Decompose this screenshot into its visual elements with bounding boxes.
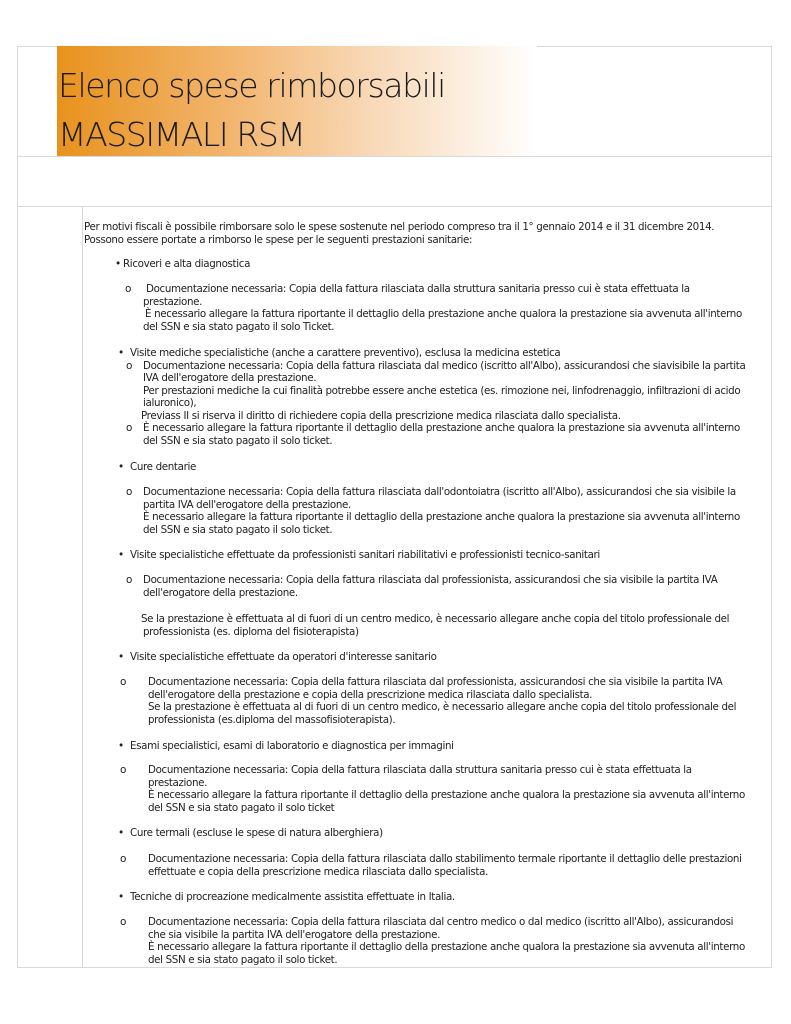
bullet-marker: • (118, 740, 125, 752)
page-title: Elenco spese rimborsabili (58, 66, 445, 105)
doc-line: ialuronico), (143, 397, 197, 409)
doc-line: Documentazione necessaria: Copia della fattura rilasciata dalla struttura sanitaria presso cui è stata effettuata la (148, 764, 692, 776)
left-column-divider (82, 207, 83, 967)
section-title: Ricoveri e alta diagnostica (123, 258, 251, 270)
sub-marker: o (125, 283, 132, 295)
sub-marker: o (120, 853, 127, 865)
doc-line: È necessario allegare la fattura riportante il dettaglio della prestazione anche qualora la prestazione sia avvenuta all'interno (143, 422, 740, 434)
divider (17, 206, 772, 207)
section-title: Cure termali (escluse le spese di natura alberghiera) (130, 827, 383, 839)
doc-line: dell'erogatore della prestazione. (143, 587, 298, 599)
doc-line: È necessario allegare la fattura riportante il dettaglio della prestazione anche qualora la prestazione sia avvenuta all'interno (148, 789, 745, 801)
bullet-marker: • (118, 891, 125, 903)
doc-line: professionista (es.diploma del massofisioterapista). (148, 714, 396, 726)
doc-line: Documentazione necessaria: Copia della fattura rilasciata dall'odontoiatra (iscritto all'Albo), assicurandosi che sia visibile la (143, 486, 736, 498)
doc-line: effettuate e copia della prescrizione medica rilasciata dallo specialista. (148, 866, 489, 878)
page-subtitle: MASSIMALI RSM (58, 115, 305, 154)
section-title: Tecniche di procreazione medicalmente assistita effettuate in Italia. (130, 891, 455, 903)
doc-line: del SSN e sia stato pagato il solo Ticket. (143, 321, 335, 333)
bullet-marker: • (118, 549, 125, 561)
doc-line: professionista (es. diploma del fisioterapista) (143, 626, 359, 638)
section-title: Visite mediche specialistiche (anche a carattere preventivo), esclusa la medicina estetica (130, 347, 561, 359)
doc-line: È necessario allegare la fattura riportante il dettaglio della prestazione anche qualora la prestazione sia avvenuta all'interno (145, 308, 742, 320)
doc-line: Documentazione necessaria: Copia della fattura rilasciata dalla struttura sanitaria presso cui è stata effettuata la (146, 283, 690, 295)
doc-line: del SSN e sia stato pagato il solo ticket. (143, 524, 333, 536)
sub-marker: o (120, 764, 127, 776)
sub-marker: o (126, 422, 133, 434)
doc-line: del SSN e sia stato pagato il solo ticket (148, 802, 335, 814)
doc-line: IVA dell'erogatore della prestazione. (143, 372, 317, 384)
sub-marker: o (120, 916, 127, 928)
sub-marker: o (126, 486, 133, 498)
doc-line: del SSN e sia stato pagato il solo ticket. (143, 435, 333, 447)
sub-marker: o (120, 676, 127, 688)
doc-line: Previass II si riserva il diritto di richiedere copia della prescrizione medica rilasciata dallo specialista. (141, 410, 621, 422)
bullet-marker: • (118, 651, 125, 663)
section-title: Cure dentarie (130, 461, 196, 473)
doc-line: che sia visibile la partita IVA dell'erogatore della prestazione. (148, 929, 441, 941)
sub-marker: o (126, 360, 133, 372)
section-title: Visite specialistiche effettuate da operatori d'interesse sanitario (130, 651, 437, 663)
doc-line: È necessario allegare la fattura riportante il dettaglio della prestazione anche qualora la prestazione sia avvenuta all'interno (148, 941, 745, 953)
section-title: Esami specialistici, esami di laboratorio e diagnostica per immagini (130, 740, 454, 752)
doc-line: dell'erogatore della prestazione e copia della prescrizione medica rilasciata dallo specialista. (148, 689, 593, 701)
bullet-marker: • (118, 461, 125, 473)
intro-line: Per motivi fiscali è possibile rimborsare solo le spese sostenute nel periodo compreso tra il 1° gennaio 2014 e il 31 dicembre 2014. (84, 221, 715, 233)
doc-line: Se la prestazione è effettuata al di fuori di un centro medico, è necessario allegare anche copia del titolo professionale del (148, 701, 737, 713)
doc-line: Documentazione necessaria: Copia della fattura rilasciata dallo stabilimento termale riportante il dettaglio delle prestazioni (148, 853, 742, 865)
doc-line: prestazione. (148, 777, 208, 789)
doc-line: Documentazione necessaria: Copia della fattura rilasciata dal centro medico o dal medico (iscritto all'Albo), assicurandosi (148, 916, 734, 928)
doc-line: partita IVA dell'erogatore della prestazione. (143, 499, 351, 511)
doc-line: Documentazione necessaria: Copia della fattura rilasciata dal professionista, assicurandosi che sia visibile la partita IVA (143, 574, 718, 586)
bullet-marker: • (118, 347, 125, 359)
sub-marker: o (126, 574, 133, 586)
doc-line: Documentazione necessaria: Copia della fattura rilasciata dal professionista, assicurandosi che sia visibile la partita IVA (148, 676, 723, 688)
bullet-marker: • (118, 827, 125, 839)
doc-line: prestazione. (143, 296, 203, 308)
bullet-marker: • (115, 258, 122, 270)
intro-line: Possono essere portate a rimborso le spese per le seguenti prestazioni sanitarie: (84, 234, 473, 246)
doc-line: del SSN e sia stato pagato il solo ticket. (148, 954, 338, 966)
section-title: Visite specialistiche effettuate da professionisti sanitari riabilitativi e professionisti tecnico-sanitari (130, 549, 600, 561)
divider (17, 156, 772, 157)
doc-line: Documentazione necessaria: Copia della fattura rilasciata dal medico (iscritto all'Albo), assicurandosi che siavisibile la partita (143, 360, 746, 372)
doc-line: Se la prestazione è effettuata al di fuori di un centro medico, è necessario allegare anche copia del titolo professionale del (141, 613, 730, 625)
doc-line: Per prestazioni mediche la cui finalità potrebbe essere anche estetica (es. rimozione nei, linfodrenaggio, infiltrazioni di acido (143, 385, 741, 397)
doc-line: È necessario allegare la fattura riportante il dettaglio della prestazione anche qualora la prestazione sia avvenuta all'interno (143, 511, 740, 523)
